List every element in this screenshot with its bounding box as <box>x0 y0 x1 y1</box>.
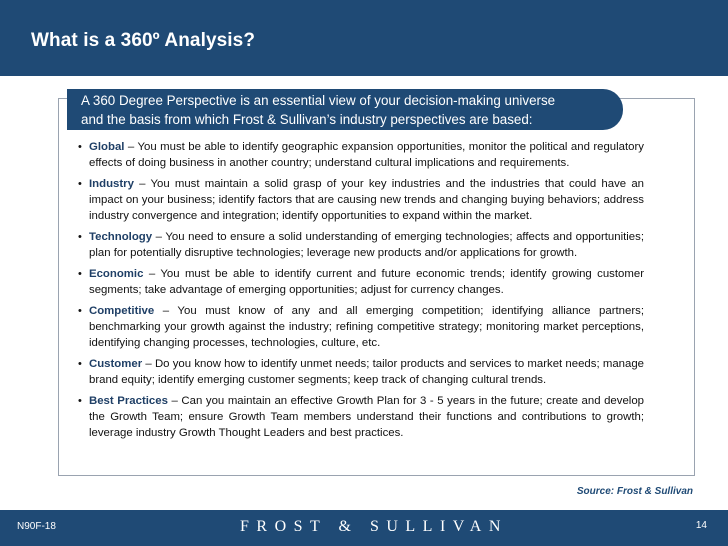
intro-banner <box>67 89 623 130</box>
bullet-icon: • <box>78 305 82 317</box>
list-item-global <box>78 139 644 171</box>
term-description: – You must be able to identify current and future economic trends; identify growing customer segments; take advantage of emerging opportunities; adjust for currency changes. <box>89 268 644 296</box>
list-item-industry <box>78 176 644 224</box>
term-description: – Do you know how to identify unmet needs; tailor products and services to market needs; manage brand equity; identify emerging customer segments; keep track of changing cultural trends. <box>89 358 644 386</box>
source-note: Source: Frost & Sullivan <box>576 486 693 497</box>
term-description: – You must be able to identify geographic expansion opportunities, monitor the political and regulatory effects of doing business in another country; understand cultural implications and requirements. <box>89 141 644 169</box>
term-label: Industry <box>89 178 134 190</box>
footer-bar <box>0 510 728 546</box>
term-label: Customer <box>89 358 143 370</box>
bullet-icon: • <box>78 358 82 370</box>
term-label: Global <box>89 141 125 153</box>
company-logo: FROST & SULLIVAN <box>240 518 508 535</box>
list-item-technology <box>78 229 644 261</box>
term-label: Technology <box>89 231 153 243</box>
term-description: – You need to ensure a solid understanding of emerging technologies; affects and opportunities; plan for potentially disruptive technologies; leverage new products and/or applications for growth. <box>89 231 644 259</box>
title-bar <box>0 0 728 76</box>
bullet-icon: • <box>78 268 82 280</box>
term-label: Competitive <box>89 305 155 317</box>
page-title: What is a 360º Analysis? <box>31 30 256 51</box>
list-item-competitive <box>78 303 644 351</box>
intro-line-1: A 360 Degree Perspective is an essential view of your decision-making universe <box>81 93 556 108</box>
bullet-icon: • <box>78 178 82 190</box>
term-description: – You must know of any and all emerging competition; identifying alliance partners; benchmarking your growth against the industry; refining competitive strategy; monitoring market perceptions, identifying changing processes, technologies, culture, etc. <box>89 305 644 349</box>
bullet-icon: • <box>78 395 82 407</box>
list-item-best-practices <box>78 393 644 441</box>
perspective-list <box>78 139 644 446</box>
page-number: 14 <box>695 520 707 531</box>
term-label: Best Practices <box>89 395 168 407</box>
list-item-customer <box>78 356 644 388</box>
term-description: – You must maintain a solid grasp of your key industries and the industries that could have an impact on your business; identify factors that are causing new trends and changing buying behaviors; address industry convergence and integration; identify opportunities to expand within the market. <box>89 178 644 222</box>
intro-line-2: and the basis from which Frost & Sullivan’s industry perspectives are based: <box>81 112 533 127</box>
term-description: – Can you maintain an effective Growth Plan for 3 - 5 years in the future; create and develop the Growth Team; ensure Growth Team members understand their functions and contributions to growth; leverage industry Growth Thought Leaders and best practices. <box>89 395 644 439</box>
slide-code: N90F-18 <box>17 521 56 532</box>
bullet-icon: • <box>78 231 82 243</box>
term-label: Economic <box>89 268 144 280</box>
list-item-economic <box>78 266 644 298</box>
bullet-icon: • <box>78 141 82 153</box>
